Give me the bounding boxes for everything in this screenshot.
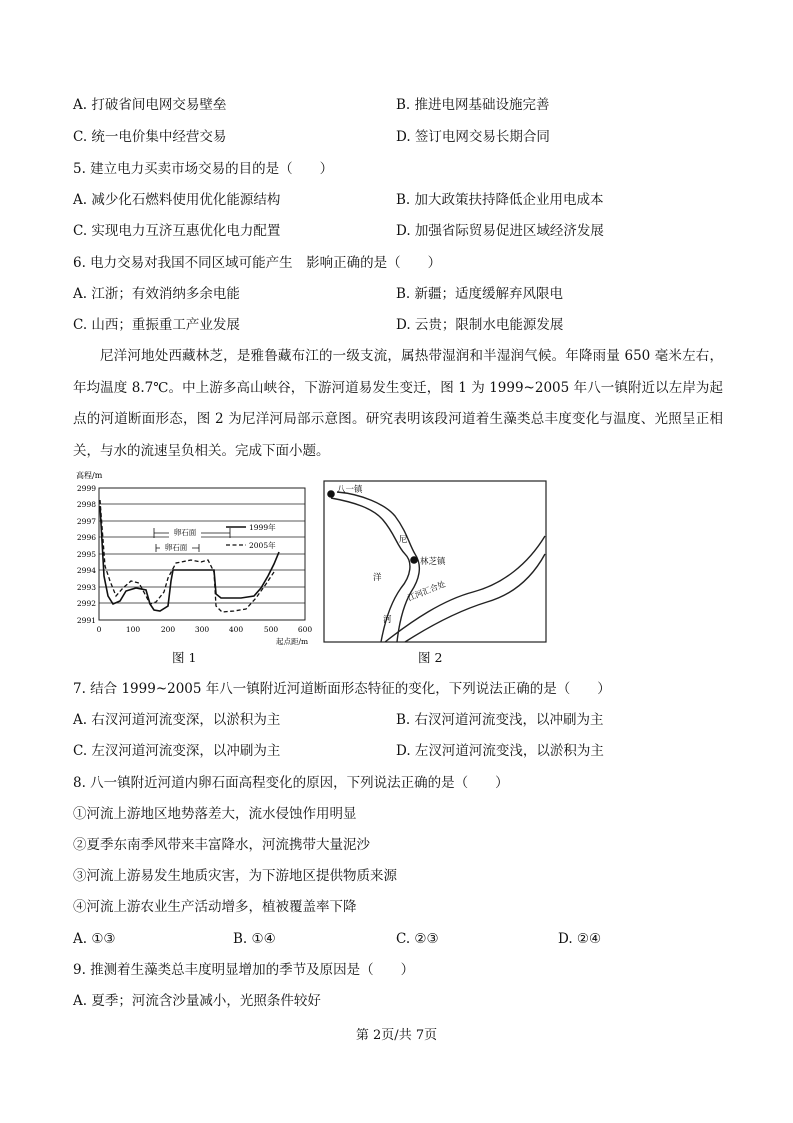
ytick-2996: 2996 [76, 533, 96, 542]
profile-2005-line [100, 500, 274, 612]
q4-option-c: C. 统一电价集中经营交易 [73, 129, 227, 145]
town-linzhi-dot [410, 556, 418, 564]
q9-option-a: A. 夏季；河流含沙量减小，光照条件较好 [73, 993, 321, 1009]
q8-option-b: B. ①④ [233, 931, 276, 947]
q8-item-1: ①河流上游地区地势落差大，流水侵蚀作用明显 [73, 806, 357, 822]
ytick-2998: 2998 [76, 500, 96, 509]
ytick-2992: 2992 [76, 599, 96, 608]
q5-option-c: C. 实现电力互济互惠优化电力配置 [73, 223, 281, 239]
q8-option-d: D. ②④ [558, 931, 602, 947]
label-cobble-surface-outer: 卵石面 [173, 528, 197, 537]
q6-option-b: B. 新疆；适度缓解弃风限电 [396, 286, 564, 302]
q5-option-b: B. 加大政策扶持降低企业用电成本 [396, 192, 604, 208]
q7-option-a: A. 右汊河道河流变深，以淤积为主 [73, 712, 281, 728]
q8-option-a: A. ①③ [73, 931, 116, 947]
figure2-caption: 图 2 [418, 650, 443, 665]
q5-option-d: D. 加强省际贸易促进区域经济发展 [396, 223, 604, 239]
figure1-xlabel: 起点距/m [276, 637, 309, 646]
q7-option-b: B. 右汊河道河流变浅，以冲刷为主 [396, 712, 604, 728]
ytick-2999: 2999 [76, 484, 96, 493]
xtick-300: 300 [194, 625, 210, 634]
ytick-2993: 2993 [76, 583, 96, 592]
ytick-2991: 2991 [76, 616, 96, 625]
q6-option-c: C. 山西；重振重工产业发展 [73, 317, 240, 333]
xtick-600: 600 [297, 625, 313, 634]
figure1-ylabel: 高程/m [76, 471, 103, 480]
q4-option-a: A. 打破省间电网交易壁垒 [73, 97, 227, 113]
figure1-cross-section-chart [76, 466, 316, 646]
q6-option-d: D. 云贵；限制水电能源发展 [396, 317, 564, 333]
q5-option-a: A. 减少化石燃料使用优化能源结构 [73, 192, 281, 208]
q8-item-2: ②夏季东南季风带来丰富降水，河流携带大量泥沙 [73, 837, 370, 853]
q8-stem: 8. 八一镇附近河道内卵石面高程变化的原因，下列说法正确的是（ ） [73, 775, 509, 791]
q9-stem: 9. 推测着生藻类总丰度明显增加的季节及原因是（ ） [73, 962, 415, 978]
legend-2005-label: 2005年 [249, 541, 276, 550]
confluence-label: 江河汇合处 [406, 579, 447, 603]
q7-option-d: D. 左汊河道河流变浅，以淤积为主 [396, 743, 604, 759]
q7-option-c: C. 左汊河道河流变深，以冲刷为主 [73, 743, 281, 759]
ytick-2997: 2997 [76, 517, 96, 526]
q4-option-b: B. 推进电网基础设施完善 [396, 97, 550, 113]
town-linzhi-label: 林芝镇 [420, 557, 446, 567]
reading-passage: 尼洋河地处西藏林芝，是雅鲁藏布江的一级支流，属热带湿润和半湿润气候。年降雨量 650 毫米左右，年均温度 8.7℃。中上游多高山峡谷，下游河道易发生变迁，图 1 为 1999~2005 年八一镇附近以左岸为起点的河道断面形态，图 2 为尼洋河局部示意图。研究表明该段河道着生藻类总丰度变化与温度、光照呈正相关，与水的流速呈负相关。完成下面小题。 [73, 348, 723, 459]
label-cobble-surface-inner: 卵石面 [164, 543, 188, 552]
town-bayi-dot [327, 490, 335, 498]
figure1-caption: 图 1 [172, 650, 197, 665]
q4-option-d: D. 签订电网交易长期合同 [396, 129, 550, 145]
q5-stem: 5. 建立电力买卖市场交易的目的是（ ） [73, 161, 334, 177]
figure2-river-map [323, 480, 547, 644]
river-char-1: 尼 [399, 535, 408, 545]
xtick-400: 400 [228, 625, 244, 634]
ytick-2995: 2995 [76, 550, 96, 559]
profile-1999-line [100, 506, 279, 611]
q6-option-a: A. 江浙；有效消纳多余电能 [73, 286, 240, 302]
xtick-200: 200 [160, 625, 176, 634]
q8-option-c: C. ②③ [396, 931, 439, 947]
legend-1999-label: 1999年 [249, 523, 276, 532]
q8-item-4: ④河流上游农业生产活动增多，植被覆盖率下降 [73, 899, 357, 915]
q7-stem: 7. 结合 1999~2005 年八一镇附近河道断面形态特征的变化，下列说法正确的是（ ） [73, 681, 611, 697]
q8-item-3: ③河流上游易发生地质灾害，为下游地区提供物质来源 [73, 868, 397, 884]
q6-stem: 6. 电力交易对我国不同区域可能产生 影响正确的是（ ） [73, 255, 442, 271]
xtick-0: 0 [96, 625, 102, 634]
river-char-2: 洋 [373, 573, 382, 583]
xtick-500: 500 [263, 625, 279, 634]
town-bayi-label: 八一镇 [337, 485, 363, 495]
river-char-3: 河 [383, 615, 392, 625]
ytick-2994: 2994 [76, 566, 96, 575]
xtick-100: 100 [125, 625, 141, 634]
page-footer: 第 2页/共 7页 [355, 1028, 438, 1043]
